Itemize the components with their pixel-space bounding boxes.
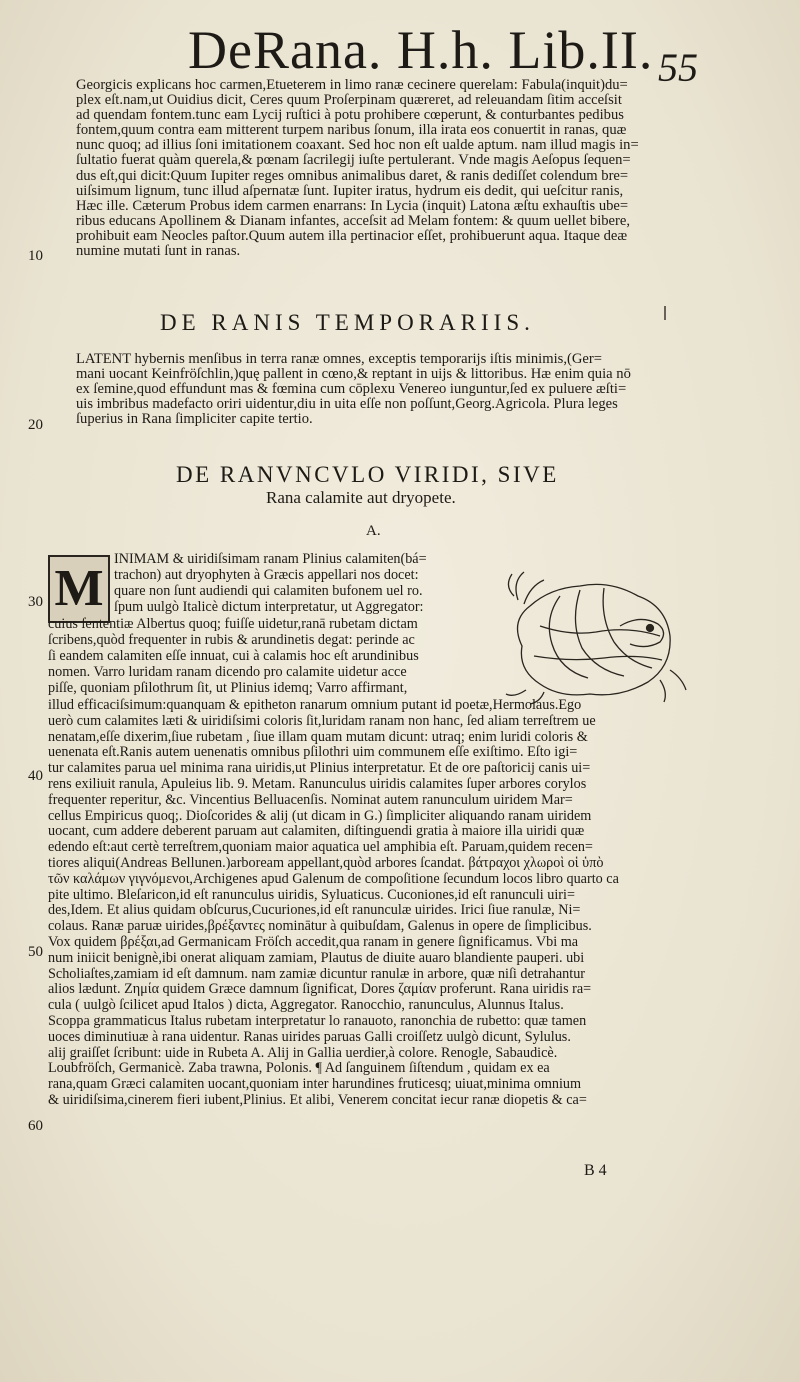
margin-line-number: 20: [28, 417, 43, 433]
text-line: cula ( uulgò ſcilicet apud Italos ) dicta, Aggregator. Ranocchio, ranunculus, Alunnus Italus.: [48, 998, 564, 1014]
text-line: cellus Empiricus quoq;. Dioſcorides & alij (ut dicam in G.) ſimpliciter aliquando ranam uiridem: [48, 808, 592, 824]
subsection-letter: A.: [366, 523, 381, 539]
margin-mark: [664, 306, 666, 320]
text-line: nomen. Varro luridam ranam dicendo pro calamite uidetur acce: [48, 664, 407, 680]
text-line: ad quendam fontem.tunc eam Lycij ruſtici à potu prohibere cœperunt, & conturbantes pedibus: [76, 108, 624, 124]
margin-line-number: 30: [28, 594, 43, 610]
text-line: mani uocant Keinfröſchlin,)quę pallent in cœno,& reptant in uijs & littoribus. Hæ enim quia nō: [76, 367, 631, 383]
text-line: & uiridiſsima,cinerem fieri iubent,Plinius. Et alibi, Venerem concitat iecur ranæ diopetis & ca=: [48, 1092, 587, 1108]
running-head-title: DeRana. H.h. Lib.II.: [188, 20, 654, 80]
text-line: num iniicit benignè,ibi onerat aliquam zamiam, Plautus de diuite auaro blandiente pauperi. ubi: [48, 950, 585, 966]
section-heading: DE RANIS TEMPORARIIS.: [160, 310, 535, 335]
text-line: rana,quam Græci calamiten uocant,quoniam inter harundines fruticesq; uiuat,minima omnium: [48, 1077, 582, 1093]
margin-line-number: 10: [28, 248, 43, 264]
margin-line-number: 60: [28, 1118, 43, 1134]
text-line: frequenter reperitur, &c. Vincentius Belluacenſis. Nominat autem ranunculum uiridem Mar=: [48, 792, 573, 808]
text-line: τῶν καλάμων γιγνόμενοι,Archigenes apud Galenum de compoſitione ſecundum locos libro quarto ca: [48, 871, 619, 887]
text-line: uoces diminutiuæ à rana uidentur. Ranas uirides paruas Galli croiſſetz uulgò dicunt, Sylulus.: [48, 1029, 571, 1045]
text-line: uerò cum calamites læti & uiridiſsimi coloris ſit,luridam ranam non hanc, ſed aliam terreſtrem ue: [48, 713, 596, 729]
text-line: ribus educans Apollinem & Dianam infantes, acceſsit ad Melam fontem: & quum uellet bibere,: [76, 213, 631, 229]
text-line: trachon) aut dryophyten à Græcis appellari nos docet:: [114, 567, 419, 583]
text-line: plex eſt.nam,ut Ouidius dicit, Ceres quum Proſerpinam quæreret, ad releuandam ſitim acceſsit: [76, 93, 622, 109]
text-line: uenenata eſt.Ranis autem uenenatis omnibus pſilothri uim communem eſſe exiſtimo. Eſto igi=: [48, 745, 578, 761]
text-line: cuius ſententiæ Albertus quoq; fuiſſe uidetur,ranā rubetam dictam: [48, 616, 418, 632]
text-line: alios lædunt. Ζημία quidem Græce damnum ſignificat, Dores ζαμίαν proferunt. Rana uiridis ra=: [48, 982, 592, 998]
text-line: des,Idem. Et alius quidam obſcurus,Cucuriones,id eſt ranunculæ uirides. Irici ſiue ranulæ, Ni=: [48, 903, 581, 919]
section2-intro-wrap: [48, 616, 494, 696]
text-line: edendo eſt:aut certè terreſtrem,quoniam maior aquatica uel amphibia eſt. Paruam,quidem recen=: [48, 840, 593, 856]
text-line: ſuperius in Rana ſimpliciter capite tertio.: [76, 412, 313, 428]
text-line: ſi eandem calamiten eſſe innuat, cui à calamis hoc eſt arundinibus: [48, 648, 419, 664]
text-line: LATENT hybernis menſibus in terra ranæ omnes, exceptis temporarijs iſtis minimis,(Ger=: [76, 352, 602, 367]
text-line: Loubfröſch, Germanicè. Zaba trawna, Polonis. ¶ Ad ſanguinem ſiſtendum , quidam ex ea: [48, 1061, 550, 1077]
text-line: Georgicis explicans hoc carmen,Etueterem in limo ranæ cecinere querelam: Fabula(inquit)du=: [76, 78, 628, 93]
margin-line-number: 40: [28, 768, 43, 784]
text-line: Scoppa grammaticus Italus rubetam interpretatur lo ranauoto, ranonchia de rubetto: quæ tamen: [48, 1013, 587, 1029]
section1-paragraph: [76, 352, 706, 427]
text-line: uiſsimum lignum, tunc illud aſpernatæ ſunt. Iupiter iratus, hydrum eis dedit, qui ueſcitur ranis,: [76, 183, 624, 199]
section-heading: DE RANVNCVLO VIRIDI, SIVE: [176, 462, 559, 487]
section-subtitle: Rana calamite aut dryopete.: [266, 488, 456, 507]
text-line: numine mutati ſunt in ranas.: [76, 244, 241, 260]
section2-body: [48, 698, 704, 1109]
text-line: nenatam,eſſe dixerim,ſiue rubetam , ſiue illam quam mutam dicunt: utraq; enim luridi coloris &: [48, 729, 588, 745]
text-line: prohibuit eam Neocles paſtor.Quum autem illa pertinacior eſſet, prohibuerunt aqua. Itaque deæ: [76, 228, 628, 244]
text-line: dus eſt,qui dicit:Quum Iupiter reges omnibus animalibus daret, & ranis dediſſet colendum bre=: [76, 168, 629, 184]
decorated-initial: M: [48, 555, 110, 623]
text-line: tur calamites parua uel minima rana uiridis,ut Plinius interpretatur. Et de ore paſtoricij canis ui=: [48, 761, 591, 777]
text-line: ex ſemine,quod effundunt mas & fœmina cum cōplexu Venereo iunguntur,ſed ex puluere æſti=: [76, 382, 627, 398]
text-line: colaus. Ranæ paruæ uirides,βρέξαντες nominātur à quibuſdam, Galenus in opere de ſimplicibus.: [48, 919, 592, 935]
text-line: Vox quidem βρέξαι,ad Germanicam Fröſch accedit,qua ranam in genere ſignificamus. Vbi ma: [48, 934, 579, 950]
text-line: uis imbribus madefacto oriri uidentur,diu in uita eſſe non poſſunt,Georg.Agricola. Plura leges: [76, 397, 618, 413]
text-line: uocant, cum addere deberent paruam aut calamiten, diſtinguendi gratia à maiore illa uiridi quæ: [48, 824, 585, 840]
text-line: illud efficaciſsimum:quanquam & epitheton ranarum omnium putant id poetæ,Hermolaus.Ego: [48, 698, 582, 713]
folio-number: 55: [658, 45, 698, 90]
text-line: Hæc ille. Cæterum Probus idem carmen enarrans: In Lycia (inquit) Latona æſtu exhauſtis ube=: [76, 198, 629, 214]
text-line: nunc quoq; ad illius ſoni imitationem coaxant. Sed hoc non eſt ualde aptum. nam illud magis in=: [76, 138, 639, 154]
text-line: pite ultimo. Bleſaricon,id eſt ranunculus uiridis, Syluaticus. Cuconiones,id eſt ranunculi uiri=: [48, 887, 575, 903]
margin-line-number: 50: [28, 944, 43, 960]
text-line: ſpum uulgò Italicè dictum interpretatur, ut Aggregator:: [114, 599, 424, 615]
section2-intro-narrow: [114, 552, 492, 616]
text-line: ſultatio fuerat quàm querela,& pœnam ſacrilegij iuſte pertulerant. Vnde magis Aeſopus ſequen=: [76, 153, 631, 169]
frog-woodcut-illustration: [500, 566, 690, 706]
catchword-signature: B 4: [584, 1162, 607, 1179]
text-line: piſſe, quoniam pſilothrum ſit, ut Plinius idemq; Varro affirmant,: [48, 680, 408, 696]
text-line: alij graiſſet ſcribunt: uide in Rubeta A. Alij in Gallia uerdier,à colore. Renogle, Sabaudicè.: [48, 1045, 558, 1061]
text-line: Scholiaſtes,zamiam id eſt damnum. nam zamiæ dicuntur ranulæ in arbore, quæ niſi detrahantur: [48, 966, 586, 982]
text-line: tiores aliqui(Andreas Bellunen.)arboream appellant,quòd arbores ſcandat. βάτραχοι χλωροὶ οἱ ὑπὸ: [48, 855, 604, 871]
top-paragraph: [76, 78, 706, 259]
text-line: fontem,quum contra eam mitterent turpem naribus ſonum, illa irata eos conuertit in ranas, quæ: [76, 123, 627, 139]
text-line: rens exiliuit ranula, Apuleius lib. 9. Metam. Ranunculus uiridis calamites ſuper arbores corylos: [48, 776, 587, 792]
text-line: ſcribens,quòd frequenter in rubis & arundinetis degat: perinde ac: [48, 632, 415, 648]
text-line: quare non ſunt audiendi qui calamiten bufonem uel ro.: [114, 583, 423, 599]
text-line: INIMAM & uiridiſsimam ranam Plinius calamiten(bá=: [114, 552, 427, 567]
